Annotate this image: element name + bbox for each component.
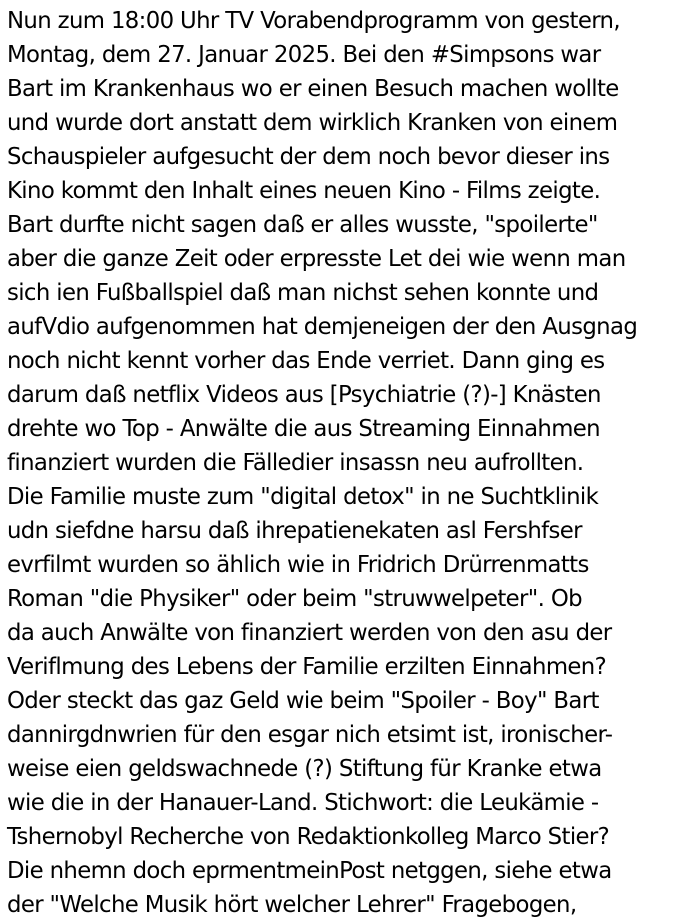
text-line-2: Montag, dem 27. Januar 2025. Bei den #Simpsons war: [7, 42, 601, 68]
text-line-12: darum daß netflix Videos aus [Psychiatrie (?)-] Knästen: [7, 382, 601, 408]
text-line-15: Die Familie muste zum "digital detox" in ne Suchtklinik: [7, 484, 599, 510]
text-line-4: und wurde dort anstatt dem wirklich Kranken von einem: [7, 110, 618, 136]
document-text-body: [7, 4, 683, 920]
text-line-11: noch nicht kennt vorher das Ende verriet. Dann ging es: [7, 348, 605, 374]
text-line-19: da auch Anwälte von finanziert werden von den asu der: [7, 620, 612, 646]
text-line-26: Die nhemn doch eprmentmeinPost netggen, siehe etwa: [7, 858, 612, 884]
text-line-9: sich ien Fußballspiel daß man nichst sehen konnte und: [7, 280, 599, 306]
text-line-6: Kino kommt den Inhalt eines neuen Kino - Films zeigte.: [7, 178, 601, 204]
text-line-5: Schauspieler aufgesucht der dem noch bevor dieser ins: [7, 144, 610, 170]
text-line-1: Nun zum 18:00 Uhr TV Vorabendprogramm von gestern,: [7, 8, 620, 34]
text-line-8: aber die ganze Zeit oder erpresste Let dei wie wenn man: [7, 246, 626, 272]
text-line-18: Roman "die Physiker" oder beim "struwwelpeter". Ob: [7, 586, 582, 612]
text-line-17: evrfilmt wurden so ählich wie in Fridrich Drürrenmatts: [7, 552, 589, 578]
text-line-25: Tshernobyl Recherche von Redaktionkolleg Marco Stier?: [7, 824, 610, 850]
text-line-14: finanziert wurden die Fälledier insassn neu aufrollten.: [7, 450, 584, 476]
text-line-24: wie die in der Hanauer-Land. Stichwort: die Leukämie -: [7, 790, 599, 816]
text-line-23: weise eien geldswachnede (?) Stiftung für Kranke etwa: [7, 756, 602, 782]
text-line-22: dannirgdnwrien für den esgar nich etsimt ist, ironischer-: [7, 722, 613, 748]
text-line-3: Bart im Krankenhaus wo er einen Besuch machen wollte: [7, 76, 619, 102]
text-line-10: aufVdio aufgenommen hat demjeneigen der den Ausgnag: [7, 314, 638, 340]
text-line-20: Veriflmung des Lebens der Familie erzilten Einnahmen?: [7, 654, 607, 680]
text-line-27: der "Welche Musik hört welcher Lehrer" Fragebogen,: [7, 892, 577, 918]
text-line-21: Oder steckt das gaz Geld wie beim "Spoiler - Boy" Bart: [7, 688, 599, 714]
text-line-7: Bart durfte nicht sagen daß er alles wusste, "spoilerte": [7, 212, 598, 238]
text-line-16: udn siefdne harsu daß ihrepatienekaten asl Fershfser: [7, 518, 582, 544]
text-line-13: drehte wo Top - Anwälte die aus Streaming Einnahmen: [7, 416, 600, 442]
